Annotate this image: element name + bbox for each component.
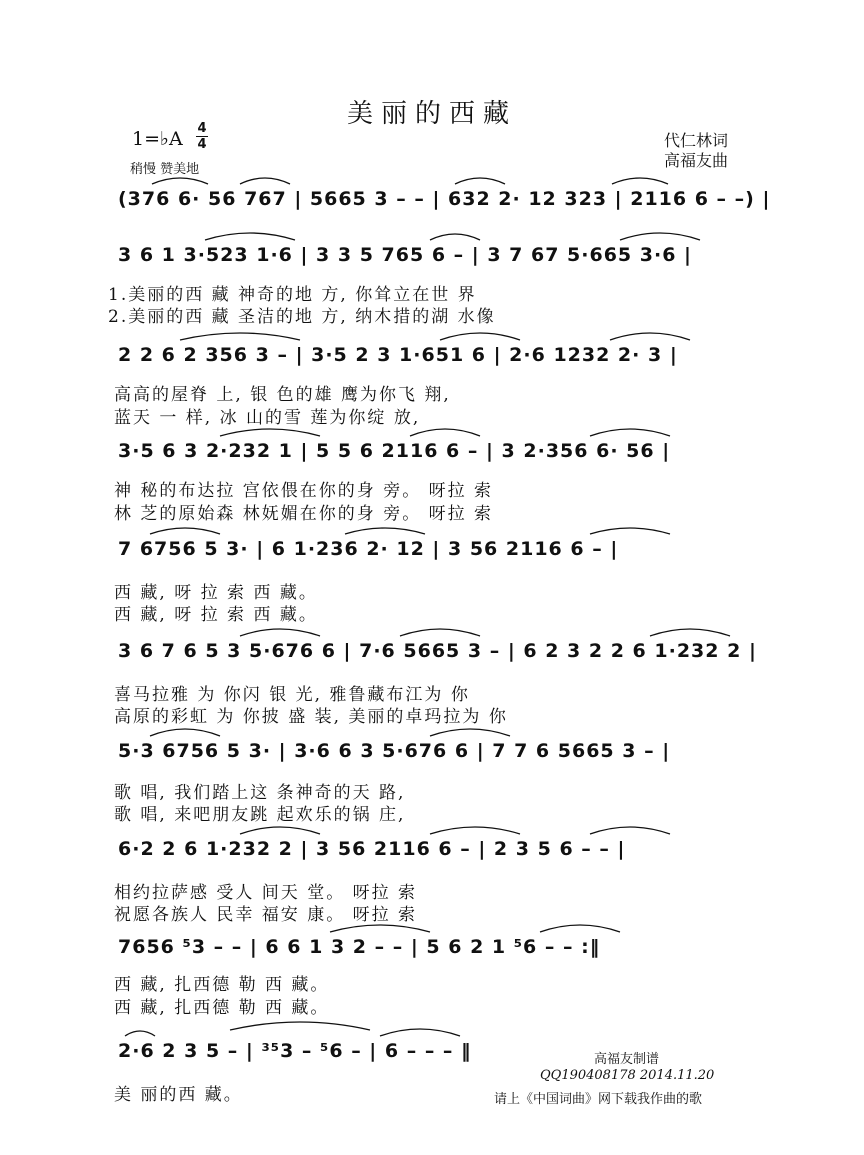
lyric-verse1-line-3: 高高的屋脊 上, 银 色的雄 鹰为你飞 翔, [114,385,451,405]
notation-line-8: 6·2 2 6 1·232 2 | 3 56 2116 6 – | 2 3 5 6 – – | [118,838,626,860]
slur-arc [220,429,320,436]
lyric-verse1-line-9: 西 藏, 扎西德 勒 西 藏。 [114,975,330,995]
slur-arc [125,1031,155,1036]
notation-line-3: 2 2 6 2 356 3 – | 3·5 2 3 1·651 6 | 2·6 1232 2· 3 | [118,344,678,366]
notation-line-10: 2·6 2 3 5 – | ³⁵3 – ⁵6 – | 6 – – – ‖ [118,1040,472,1062]
maker-credit: 高福友制谱 [594,1052,660,1067]
notation-line-7: 5·3 6756 5 3· | 3·6 6 3 5·676 6 | 7 7 6 5665 3 – | [118,740,671,762]
slur-arc [590,528,670,534]
notation-line-2: 3 6 1 3·523 1·6 | 3 3 5 765 6 – | 3 7 67 5·665 3·6 | [118,244,692,266]
tempo-marking: 稍慢 赞美地 [130,162,200,177]
notation-line-4: 3·5 6 3 2·232 1 | 5 5 6 2116 6 – | 3 2·356 6· 56 | [118,440,671,462]
time-signature-bottom: 4 [197,137,207,152]
slur-arc [590,827,670,834]
lyric-verse1-line-7: 歌 唱, 我们踏上这 条神奇的天 路, [114,783,406,803]
composer-credit: 高福友曲 [664,151,729,170]
slur-arc [240,629,320,636]
lyric-verse1-line-6: 喜马拉雅 为 你闪 银 光, 雅鲁藏布江为 你 [114,685,470,705]
slur-arc [240,827,320,834]
slur-arc [180,333,300,340]
slur-arc [620,233,700,240]
song-title: 美丽的西藏 [346,99,517,129]
download-note: 请上《中国词曲》网下载我作曲的歌 [494,1092,703,1107]
slur-arc [612,178,668,184]
lyric-verse2-line-7: 歌 唱, 来吧朋友跳 起欢乐的锅 庄, [114,805,406,825]
notation-line-6: 3 6 7 6 5 3 5·676 6 | 7·6 5665 3 – | 6 2 3 2 2 6 1·232 2 | [118,640,757,662]
slur-arc [240,178,290,184]
slur-arc [430,827,520,834]
lyric-verse2-line-2: 2.美丽的西 藏 圣洁的地 方, 纳木措的湖 水像 [108,307,496,327]
lyric-verse1-line-8: 相约拉萨感 受人 间天 堂。 呀拉 索 [114,883,418,903]
lyric-verse2-line-9: 西 藏, 扎西德 勒 西 藏。 [114,998,330,1018]
slur-arc [150,528,220,534]
notation-line-9: 7656 ⁵3 – – | 6 6 1 3 2 – – | 5 6 2 1 ⁵6 – – :‖ [118,936,601,958]
slur-arc [650,629,730,636]
time-signature-top: 4 [197,121,207,136]
slur-arc [400,629,480,636]
lyricist-credit: 代仁林词 [664,131,729,150]
slur-arc [410,429,480,436]
notation-line-1: (376 6· 56 767 | 5665 3 – – | 632 2· 12 323 | 2116 6 – –) | [118,188,771,210]
slur-arc [430,234,480,240]
slur-arc [345,528,425,534]
lyric-line-10: 美 丽的西 藏。 [114,1085,243,1105]
slur-arc [540,925,620,932]
lyric-verse1-line-5: 西 藏, 呀 拉 索 西 藏。 [114,583,318,603]
lyric-verse1-line-4: 神 秘的布达拉 宫依偎在你的身 旁。 呀拉 索 [114,481,494,501]
slur-arc [610,333,690,340]
lyric-verse1-line-2: 1.美丽的西 藏 神奇的地 方, 你耸立在世 界 [108,285,477,305]
slur-arc [152,178,208,184]
lyric-verse2-line-8: 祝愿各族人 民幸 福安 康。 呀拉 索 [114,905,418,925]
lyric-verse2-line-3: 蓝天 一 样, 冰 山的雪 莲为你绽 放, [114,408,421,428]
slur-arc [590,429,670,436]
contact-info: QQ190408178 2014.11.20 [540,1068,715,1083]
slur-arc [380,1029,460,1036]
slur-arc [330,925,430,932]
slur-arc [440,333,520,340]
slur-arc [205,233,295,240]
slur-arc [230,1022,370,1030]
slur-arc [430,729,510,736]
lyric-verse2-line-4: 林 芝的原始森 林妩媚在你的身 旁。 呀拉 索 [114,504,494,524]
slur-arc [455,178,505,184]
key-signature: 1=♭A [132,128,183,150]
slur-arc [150,729,220,736]
lyric-verse2-line-6: 高原的彩虹 为 你披 盛 装, 美丽的卓玛拉为 你 [114,707,508,727]
lyric-verse2-line-5: 西 藏, 呀 拉 索 西 藏。 [114,605,318,625]
notation-line-5: 7 6756 5 3· | 6 1·236 2· 12 | 3 56 2116 6 – | [118,538,619,560]
